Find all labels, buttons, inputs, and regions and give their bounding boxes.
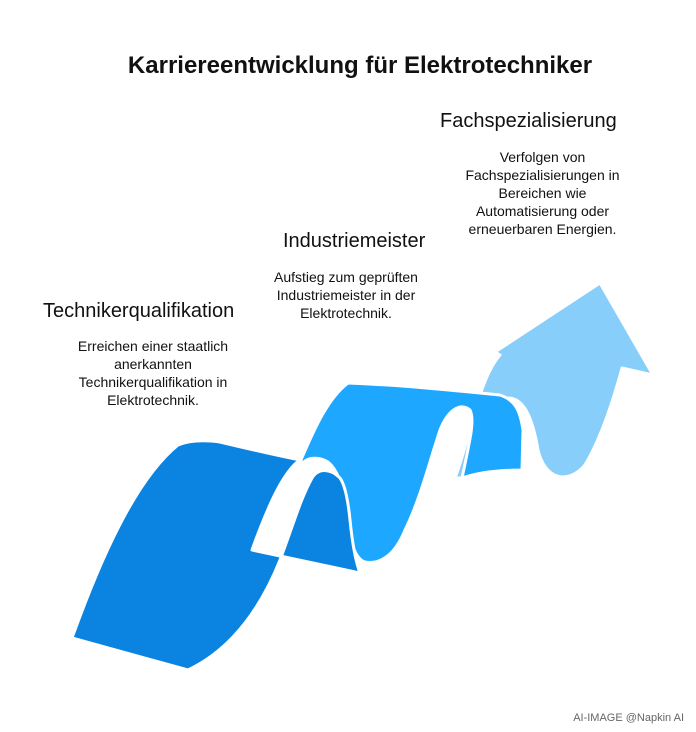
stage-3-description: Verfolgen von Fachspezialisierungen in Bereichen wie Automatisierung oder erneuerbaren Energien.: [465, 149, 620, 237]
stage-1-title: Technikerqualifikation: [43, 300, 235, 322]
stage-1-description: Erreichen einer staatlich anerkannten Technikerqualifikation in Elektrotechnik.: [77, 338, 229, 408]
stage-2-title: Industriemeister: [283, 230, 426, 252]
stage-3-title: Fachspezialisierung: [440, 110, 617, 132]
stage-1-ribbon-segment: [72, 441, 360, 670]
page-title: Karriereentwicklung für Elektrotechniker: [127, 52, 593, 79]
footer-credit: AI-IMAGE @Napkin AI: [573, 712, 684, 724]
stage-2-description: Aufstieg zum geprüften Industriemeister in der Elektrotechnik.: [274, 269, 418, 321]
